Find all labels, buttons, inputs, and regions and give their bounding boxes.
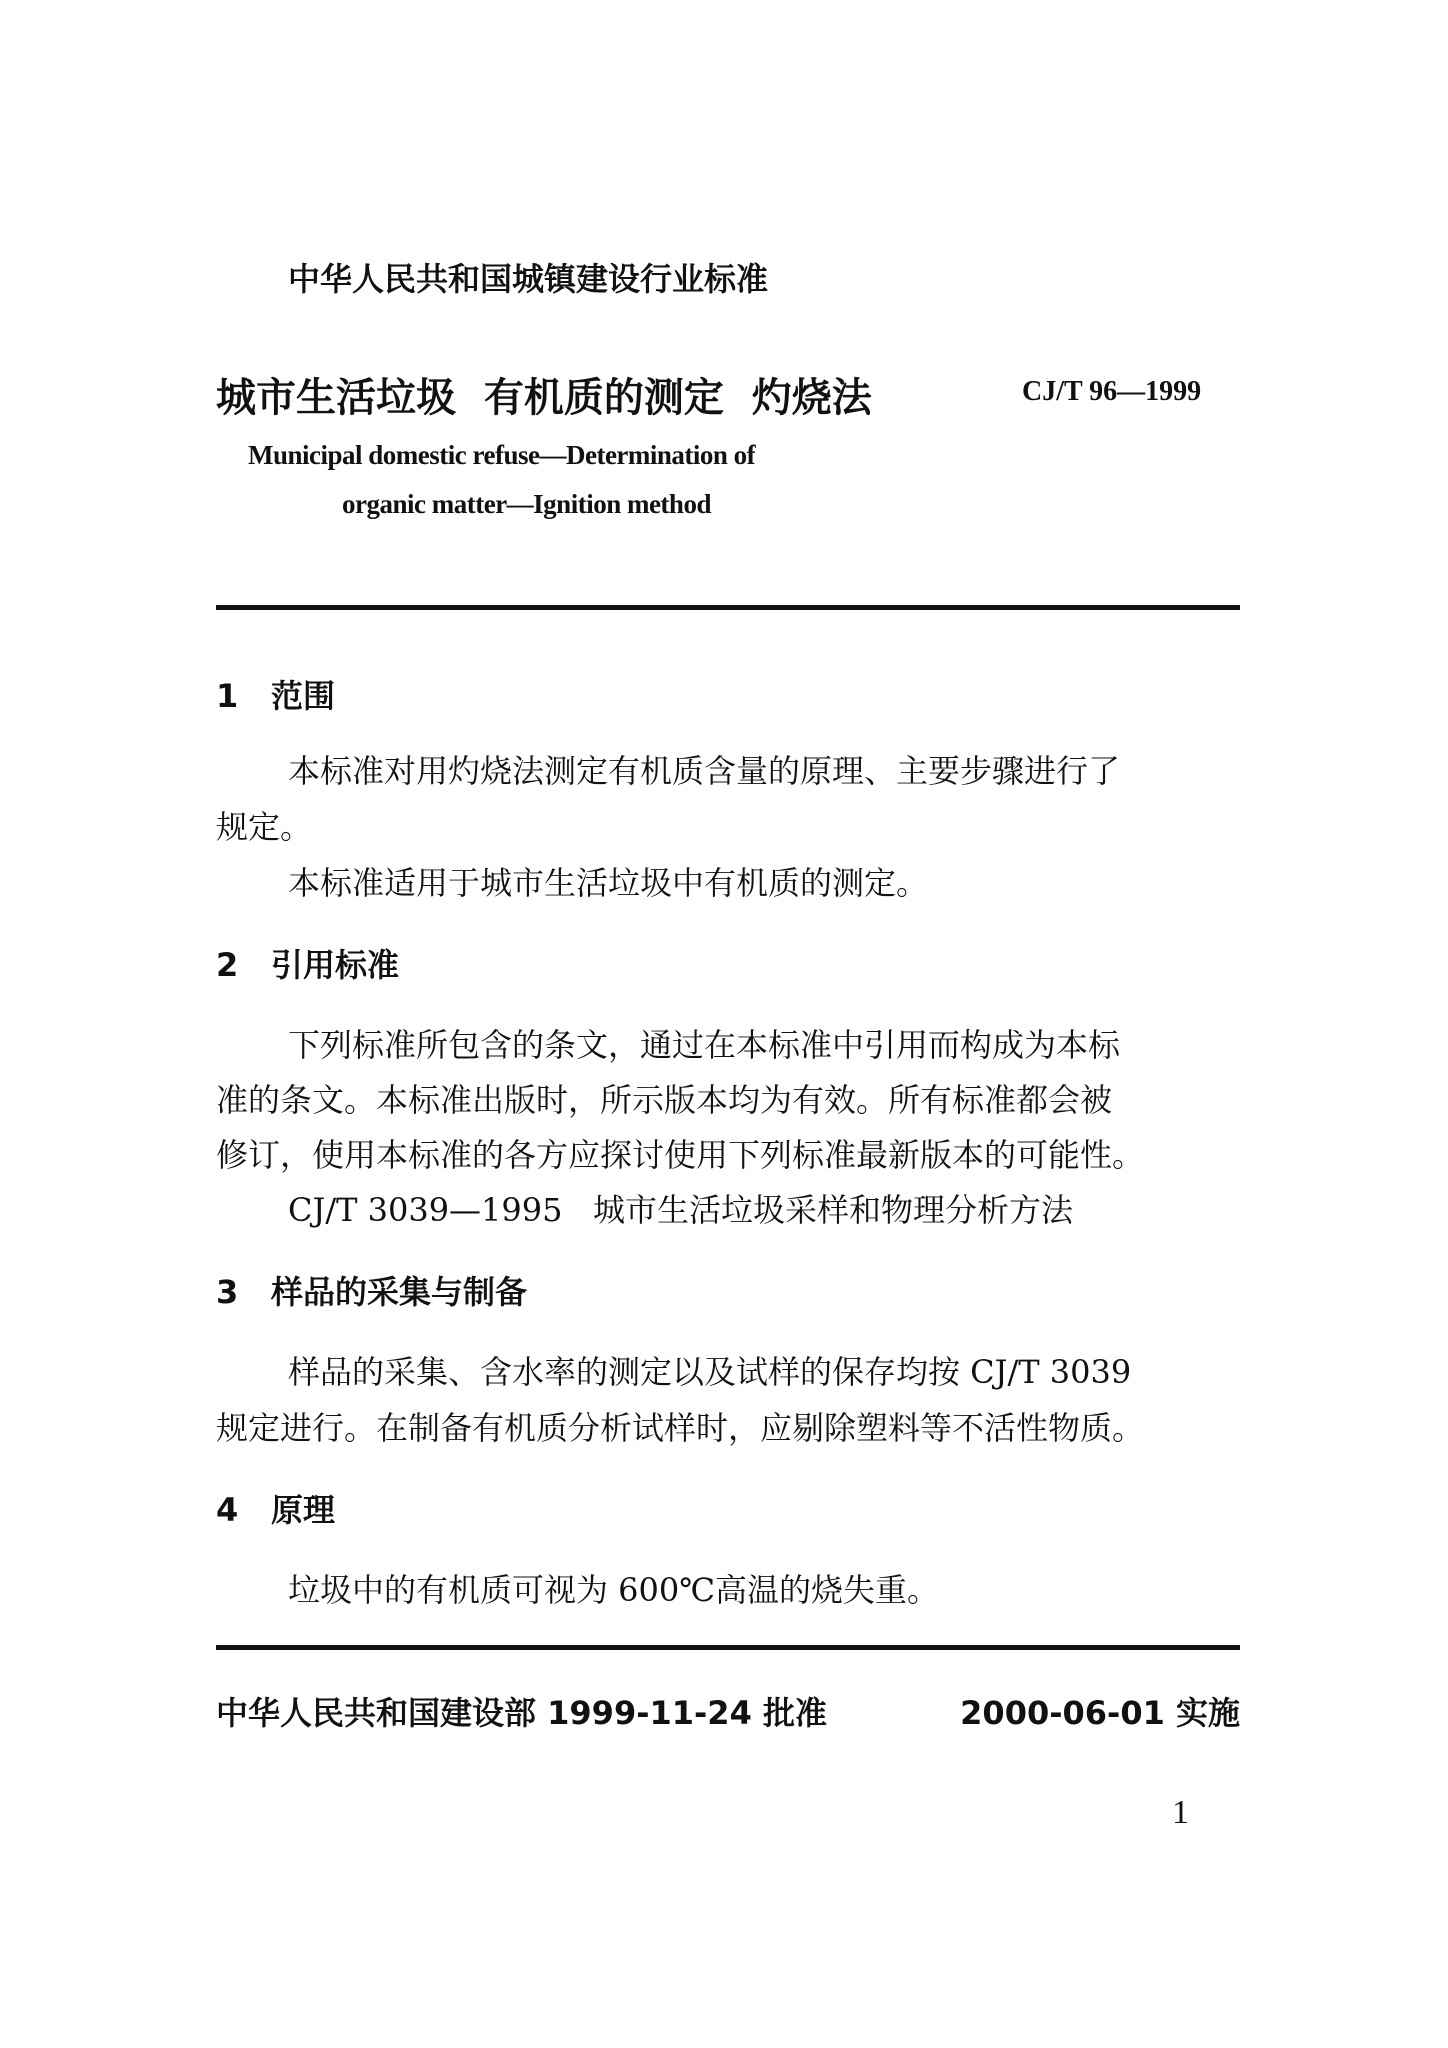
paragraph-line: 本标准对用灼烧法测定有机质含量的原理、主要步骤进行了 <box>288 752 1121 790</box>
page-number: 1 <box>1172 1794 1189 1831</box>
section-title: 样品的采集与制备 <box>271 1273 528 1311</box>
section-heading-normative-references <box>216 940 399 986</box>
header-divider <box>216 605 1240 610</box>
paragraph-line: 样品的采集、含水率的测定以及试样的保存均按 CJ/T 3039 <box>288 1353 1132 1391</box>
section-heading-sampling-preparation <box>216 1267 527 1313</box>
standard-title-cn: 城市生活垃圾 有机质的测定 灼烧法 <box>216 375 872 421</box>
section-heading-scope <box>216 671 335 717</box>
section-title: 原理 <box>271 1491 336 1529</box>
paragraph-line: 修订，使用本标准的各方应探讨使用下列标准最新版本的可能性。 <box>216 1136 1145 1174</box>
section-number: 2 <box>216 946 239 984</box>
section-title: 引用标准 <box>271 946 400 984</box>
reference-entry: CJ/T 3039—1995 城市生活垃圾采样和物理分析方法 <box>288 1191 1074 1229</box>
standard-title-en-line1: Municipal domestic refuse—Determination of <box>248 440 756 470</box>
section-heading-principle <box>216 1485 335 1531</box>
paragraph-line: 规定进行。在制备有机质分析试样时，应剔除塑料等不活性物质。 <box>216 1409 1145 1447</box>
section-title: 范围 <box>271 677 336 715</box>
paragraph-line: 规定。 <box>216 808 313 846</box>
standard-number: CJ/T 96—1999 <box>1022 376 1202 407</box>
footer-divider <box>216 1645 1240 1650</box>
effective-date: 2000-06-01 实施 <box>960 1694 1240 1732</box>
approval-statement: 中华人民共和国建设部 1999-11-24 批准 <box>216 1694 827 1732</box>
issuing-organization-line: 中华人民共和国城镇建设行业标准 <box>288 260 769 298</box>
standard-title-en-line2: organic matter—Ignition method <box>342 489 711 519</box>
section-number: 4 <box>216 1491 239 1529</box>
paragraph-line: 垃圾中的有机质可视为 600℃高温的烧失重。 <box>288 1571 940 1609</box>
paragraph-line: 下列标准所包含的条文，通过在本标准中引用而构成为本标 <box>288 1026 1121 1064</box>
section-number: 1 <box>216 677 239 715</box>
paragraph-line: 准的条文。本标准出版时，所示版本均为有效。所有标准都会被 <box>216 1081 1113 1119</box>
paragraph-line: 本标准适用于城市生活垃圾中有机质的测定。 <box>288 864 929 902</box>
section-number: 3 <box>216 1273 239 1311</box>
